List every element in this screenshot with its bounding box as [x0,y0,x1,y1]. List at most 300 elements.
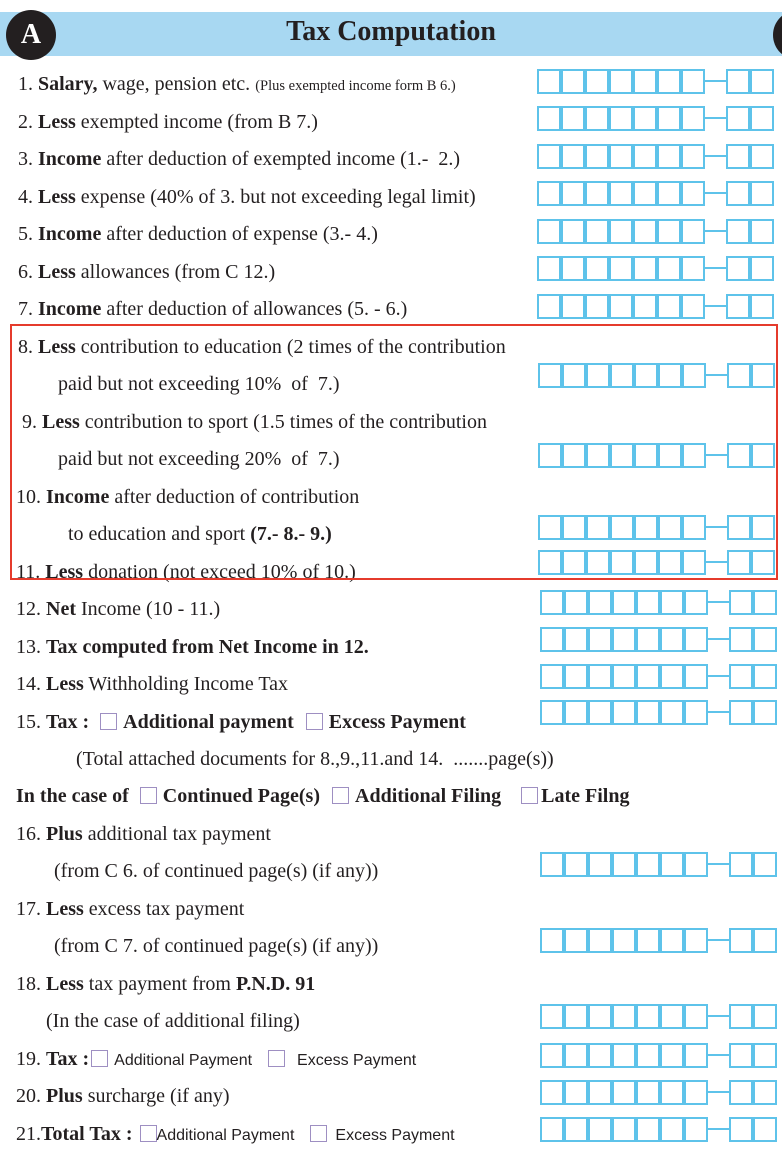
amount-digit-cell[interactable] [588,852,612,877]
line-21-additional-label: Additional Payment [156,1127,295,1144]
line-21-excess-label: Excess Payment [335,1127,455,1144]
line-15-label: Tax : [46,711,95,733]
amount-digit-cell[interactable] [681,219,705,244]
line-number: 14. [16,673,41,695]
amount-digit-cell[interactable] [660,928,684,953]
decimal-digit-cell[interactable] [729,590,753,615]
line-text: to education and sport [68,523,251,545]
computation-line [16,1084,229,1108]
line-keyword: Plus [46,1085,83,1107]
decimal-digit-cell[interactable] [726,219,750,244]
amount-digit-cell[interactable] [564,1080,588,1105]
decimal-separator [708,711,729,713]
computation-line [18,222,378,246]
line-keyword: Net [46,598,76,620]
line-number: 12. [16,598,41,620]
amount-digit-cell[interactable] [564,1004,588,1029]
amount-digit-cell[interactable] [561,144,585,169]
amount-digit-cell[interactable] [684,627,708,652]
decimal-digit-cell[interactable] [726,256,750,281]
amount-digit-cell[interactable] [588,1080,612,1105]
decimal-separator [705,155,726,157]
amount-digit-cell[interactable] [684,1043,708,1068]
amount-digit-cell[interactable] [633,181,657,206]
amount-digit-cell[interactable] [612,1080,636,1105]
line-number: 4. [18,186,33,208]
line-text: allowances (from C 12.) [75,261,276,283]
line-19-additional-checkbox[interactable] [91,1050,108,1067]
amount-digit-cell[interactable] [633,69,657,94]
decimal-digit-cell[interactable] [753,627,777,652]
line-19-excess-label: Excess Payment [297,1052,417,1069]
amount-digit-cell[interactable] [684,590,708,615]
amount-digit-cell[interactable] [585,144,609,169]
decimal-digit-cell[interactable] [750,106,774,131]
computation-line [16,897,244,921]
amount-digit-cell[interactable] [657,181,681,206]
decimal-digit-cell[interactable] [726,144,750,169]
continued-pages-checkbox[interactable] [140,787,157,804]
line-keyword: Less [46,973,84,995]
decimal-digit-cell[interactable] [750,219,774,244]
amount-digit-cell[interactable] [564,852,588,877]
line-number: 18. [16,973,41,995]
decimal-separator [708,1091,729,1093]
amount-digit-cell[interactable] [657,69,681,94]
line-text: exempted income (from B 7.) [75,111,318,133]
case-label: In the case of [16,785,134,807]
amount-digit-cell[interactable] [636,1080,660,1105]
excess-payment-label: Excess Payment [328,711,466,733]
amount-digit-cell[interactable] [660,1004,684,1029]
decimal-separator [708,675,729,677]
amount-digit-cell[interactable] [636,852,660,877]
amount-digit-cell[interactable] [633,294,657,319]
amount-field-row-18 [540,1004,780,1029]
amount-digit-cell[interactable] [540,1004,564,1029]
amount-digit-cell[interactable] [636,664,660,689]
decimal-separator [708,939,729,941]
amount-digit-cell[interactable] [633,219,657,244]
line-keyword: Income [38,298,102,320]
amount-digit-cell[interactable] [564,928,588,953]
line-number: 7. [18,298,33,320]
amount-digit-cell[interactable] [609,144,633,169]
decimal-digit-cell[interactable] [750,294,774,319]
amount-digit-cell[interactable] [540,1117,564,1142]
amount-digit-cell[interactable] [657,106,681,131]
amount-field-row-2 [537,106,777,131]
additional-filing-checkbox[interactable] [332,787,349,804]
computation-line [18,147,460,171]
computation-line [16,822,271,846]
decimal-digit-cell[interactable] [726,181,750,206]
amount-digit-cell[interactable] [588,1117,612,1142]
late-filing-label: Late Filng [541,785,630,807]
highlight-frame [10,324,778,580]
line-bold-reference: (7.- 8.- 9.) [250,523,332,545]
computation-line [54,934,378,958]
line-text: paid but not exceeding 20% of 7.) [58,448,340,470]
amount-digit-cell[interactable] [561,106,585,131]
amount-field-row-3 [537,144,777,169]
amount-digit-cell[interactable] [540,664,564,689]
amount-digit-cell[interactable] [684,700,708,725]
amount-digit-cell[interactable] [612,852,636,877]
computation-line [18,297,407,321]
amount-field-row-17 [540,928,780,953]
amount-digit-cell[interactable] [681,69,705,94]
line-number: 3. [18,148,33,170]
line-text: Withholding Income Tax [83,673,289,695]
decimal-digit-cell[interactable] [753,1043,777,1068]
amount-field-row-1 [537,69,777,94]
amount-field-row-16 [540,852,780,877]
line-keyword: Less [46,673,84,695]
amount-digit-cell[interactable] [588,664,612,689]
additional-filing-label: Additional Filing [355,785,502,807]
decimal-separator [708,863,729,865]
amount-digit-cell[interactable] [612,627,636,652]
amount-digit-cell[interactable] [537,106,561,131]
amount-digit-cell[interactable] [609,256,633,281]
line-21-number: 21. [16,1123,41,1145]
amount-field-row-21 [540,1117,780,1142]
amount-digit-cell[interactable] [636,1004,660,1029]
decimal-digit-cell[interactable] [729,627,753,652]
amount-digit-cell[interactable] [657,144,681,169]
amount-digit-cell[interactable] [657,256,681,281]
amount-digit-cell[interactable] [585,106,609,131]
amount-digit-cell[interactable] [684,928,708,953]
amount-digit-cell[interactable] [588,590,612,615]
amount-digit-cell[interactable] [609,181,633,206]
line-text: after deduction of contribution [109,486,360,508]
line-number: 20. [16,1085,41,1107]
line-number: 2. [18,111,33,133]
amount-digit-cell[interactable] [588,1043,612,1068]
amount-digit-cell[interactable] [660,700,684,725]
line-keyword: Income [38,223,102,245]
line-text: wage, pension etc. [97,73,256,95]
amount-digit-cell[interactable] [636,590,660,615]
amount-digit-cell[interactable] [612,1117,636,1142]
amount-digit-cell[interactable] [585,69,609,94]
decimal-separator [705,117,726,119]
amount-digit-cell[interactable] [585,181,609,206]
amount-digit-cell[interactable] [660,1117,684,1142]
amount-field-row-12 [540,590,780,615]
decimal-separator [705,305,726,307]
amount-digit-cell[interactable] [636,1043,660,1068]
amount-digit-cell[interactable] [561,181,585,206]
decimal-digit-cell[interactable] [753,1117,777,1142]
decimal-digit-cell[interactable] [753,590,777,615]
amount-digit-cell[interactable] [681,106,705,131]
decimal-digit-cell[interactable] [729,1043,753,1068]
line-number: 13. [16,636,41,658]
amount-digit-cell[interactable] [612,1043,636,1068]
amount-digit-cell[interactable] [684,664,708,689]
line-keyword: Less [38,186,76,208]
line-text: after deduction of expense (3.- 4.) [101,223,378,245]
amount-digit-cell[interactable] [609,219,633,244]
amount-digit-cell[interactable] [681,181,705,206]
line-number: 9. [22,411,37,433]
amount-digit-cell[interactable] [540,852,564,877]
amount-digit-cell[interactable] [585,219,609,244]
computation-line [18,185,476,209]
line-keyword: Tax computed from Net Income in 12. [46,636,369,658]
computation-line [16,672,288,696]
decimal-digit-cell[interactable] [729,1004,753,1029]
decimal-digit-cell[interactable] [729,664,753,689]
line-text: excess tax payment [83,898,245,920]
amount-field-row-13 [540,627,780,652]
amount-digit-cell[interactable] [540,1043,564,1068]
line-21-label: Total Tax : [41,1123,138,1145]
line-21 [16,1122,455,1148]
amount-digit-cell[interactable] [561,69,585,94]
amount-digit-cell[interactable] [684,1004,708,1029]
section-badge-a [6,10,56,60]
amount-digit-cell[interactable] [537,256,561,281]
amount-digit-cell[interactable] [564,1117,588,1142]
line-number: 1. [18,73,33,95]
line-text: contribution to education (2 times of the contribution [75,336,506,358]
continued-pages-label: Continued Page(s) [162,785,320,807]
amount-field-row-14 [540,664,780,689]
decimal-digit-cell[interactable] [729,1117,753,1142]
amount-field-row-7 [537,294,777,319]
line-number: 10. [16,486,41,508]
amount-digit-cell[interactable] [660,664,684,689]
line-19-excess-checkbox[interactable] [268,1050,285,1067]
amount-field-row-20 [540,1080,780,1105]
amount-field-row-4 [537,181,777,206]
computation-line [16,972,315,996]
line-text: surcharge (if any) [82,1085,230,1107]
decimal-digit-cell[interactable] [750,69,774,94]
line-19-number: 19. [16,1048,46,1070]
amount-digit-cell[interactable] [636,627,660,652]
amount-digit-cell[interactable] [681,144,705,169]
line-number: 16. [16,823,41,845]
decimal-separator [708,638,729,640]
amount-digit-cell[interactable] [585,294,609,319]
amount-digit-cell[interactable] [564,627,588,652]
amount-digit-cell[interactable] [540,590,564,615]
amount-digit-cell[interactable] [636,928,660,953]
line-keyword: Income [38,148,102,170]
amount-field-row-5 [537,219,777,244]
amount-digit-cell[interactable] [609,106,633,131]
amount-digit-cell[interactable] [657,219,681,244]
additional-payment-label: Additional payment [123,711,294,733]
amount-digit-cell[interactable] [633,106,657,131]
line-19 [16,1047,416,1073]
decimal-digit-cell[interactable] [750,256,774,281]
decimal-digit-cell[interactable] [753,664,777,689]
line-text: expense (40% of 3. but not exceeding legal limit) [75,186,476,208]
amount-field-row-6 [537,256,777,281]
line-keyword: Less [46,898,84,920]
line-19-additional-label: Additional Payment [114,1052,253,1069]
line-number: 5. [18,223,33,245]
line-keyword: Plus [46,823,83,845]
amount-digit-cell[interactable] [540,700,564,725]
amount-digit-cell[interactable] [612,928,636,953]
amount-digit-cell[interactable] [564,664,588,689]
amount-digit-cell[interactable] [609,294,633,319]
decimal-digit-cell[interactable] [729,928,753,953]
amount-digit-cell[interactable] [636,700,660,725]
amount-digit-cell[interactable] [684,852,708,877]
amount-digit-cell[interactable] [609,69,633,94]
decimal-separator [708,1015,729,1017]
decimal-digit-cell[interactable] [753,1004,777,1029]
amount-digit-cell[interactable] [537,181,561,206]
late-filing-checkbox[interactable] [521,787,538,804]
amount-digit-cell[interactable] [537,294,561,319]
section-header-bar [0,12,782,56]
amount-digit-cell[interactable] [564,590,588,615]
amount-digit-cell[interactable] [588,700,612,725]
line-keyword: Less [38,111,76,133]
line-text: (from C 7. of continued page(s) (if any)) [54,935,379,957]
amount-digit-cell[interactable] [612,590,636,615]
line-keyword: Less [38,261,76,283]
amount-digit-cell[interactable] [588,928,612,953]
line-15-number: 15. [16,711,46,733]
line-note: (Plus exempted income form B 6.) [255,78,456,94]
line-bold-reference: P.N.D. 91 [235,973,316,995]
amount-digit-cell[interactable] [612,1004,636,1029]
decimal-digit-cell[interactable] [729,852,753,877]
amount-digit-cell[interactable] [660,852,684,877]
decimal-digit-cell[interactable] [726,69,750,94]
amount-digit-cell[interactable] [660,590,684,615]
amount-digit-cell[interactable] [681,256,705,281]
decimal-digit-cell[interactable] [753,1080,777,1105]
line-text: after deduction of allowances (5. - 6.) [101,298,408,320]
decimal-separator [708,1054,729,1056]
amount-digit-cell[interactable] [660,1043,684,1068]
decimal-separator [705,267,726,269]
line-number: 8. [18,336,33,358]
amount-digit-cell[interactable] [612,700,636,725]
amount-digit-cell[interactable] [588,627,612,652]
section-title: Tax Computation [286,16,496,47]
amount-digit-cell[interactable] [633,256,657,281]
amount-digit-cell[interactable] [540,1080,564,1105]
decimal-digit-cell[interactable] [729,700,753,725]
line-text: after deduction of exempted income (1.- 2.) [101,148,461,170]
line-text: (Total attached documents for 8.,9.,11.and 14. .......page(s)) [76,748,554,770]
line-text: (In the case of additional filing) [46,1010,300,1032]
computation-line [16,635,369,659]
line-21-additional-checkbox[interactable] [140,1125,157,1142]
decimal-digit-cell[interactable] [753,700,777,725]
section-badge-letter: A [20,19,42,50]
computation-line [18,72,456,98]
line-text: contribution to sport (1.5 times of the contribution [79,411,487,433]
line-text: tax payment from [83,973,236,995]
line-text: donation (not exceed 10% of 10.) [83,561,356,583]
line-text: Income (10 - 11.) [75,598,221,620]
amount-digit-cell[interactable] [681,294,705,319]
amount-field-row-15 [540,700,780,725]
decimal-digit-cell[interactable] [726,106,750,131]
line-keyword: Less [42,411,80,433]
amount-digit-cell[interactable] [564,1043,588,1068]
amount-digit-cell[interactable] [561,256,585,281]
decimal-separator [705,192,726,194]
amount-digit-cell[interactable] [537,219,561,244]
decimal-digit-cell[interactable] [729,1080,753,1105]
amount-digit-cell[interactable] [633,144,657,169]
line-text: (from C 6. of continued page(s) (if any)) [54,860,379,882]
amount-digit-cell[interactable] [540,928,564,953]
amount-digit-cell[interactable] [612,664,636,689]
amount-digit-cell[interactable] [585,256,609,281]
amount-digit-cell[interactable] [564,700,588,725]
excess-payment-checkbox[interactable] [306,713,323,730]
amount-digit-cell[interactable] [684,1080,708,1105]
amount-digit-cell[interactable] [537,144,561,169]
amount-digit-cell[interactable] [636,1117,660,1142]
line-19-label: Tax : [46,1048,90,1070]
amount-digit-cell[interactable] [540,627,564,652]
line-21-excess-checkbox[interactable] [310,1125,327,1142]
decimal-separator [708,1128,729,1130]
computation-line [16,597,220,621]
amount-field-row-19 [540,1043,780,1068]
amount-digit-cell[interactable] [660,1080,684,1105]
amount-digit-cell[interactable] [684,1117,708,1142]
amount-digit-cell[interactable] [660,627,684,652]
decimal-digit-cell[interactable] [753,928,777,953]
decimal-separator [708,601,729,603]
line-text: paid but not exceeding 10% of 7.) [58,373,340,395]
amount-digit-cell[interactable] [657,294,681,319]
amount-digit-cell[interactable] [561,219,585,244]
line-keyword: Income [46,486,110,508]
computation-line [76,747,554,771]
line-15 [16,710,466,734]
decimal-digit-cell[interactable] [753,852,777,877]
amount-digit-cell[interactable] [561,294,585,319]
line-keyword: Less [45,561,84,583]
additional-payment-checkbox[interactable] [100,713,117,730]
decimal-digit-cell[interactable] [750,144,774,169]
line-number: 11. [16,561,41,583]
computation-line [18,260,275,284]
case-line [16,784,630,808]
line-text: additional tax payment [82,823,271,845]
line-number: 17. [16,898,41,920]
amount-digit-cell[interactable] [588,1004,612,1029]
line-keyword: Salary, [38,73,98,95]
computation-line [18,110,318,134]
decimal-digit-cell[interactable] [750,181,774,206]
decimal-separator [705,80,726,82]
decimal-digit-cell[interactable] [726,294,750,319]
line-number: 6. [18,261,33,283]
line-keyword: Less [38,336,76,358]
computation-line [54,859,378,883]
amount-digit-cell[interactable] [537,69,561,94]
